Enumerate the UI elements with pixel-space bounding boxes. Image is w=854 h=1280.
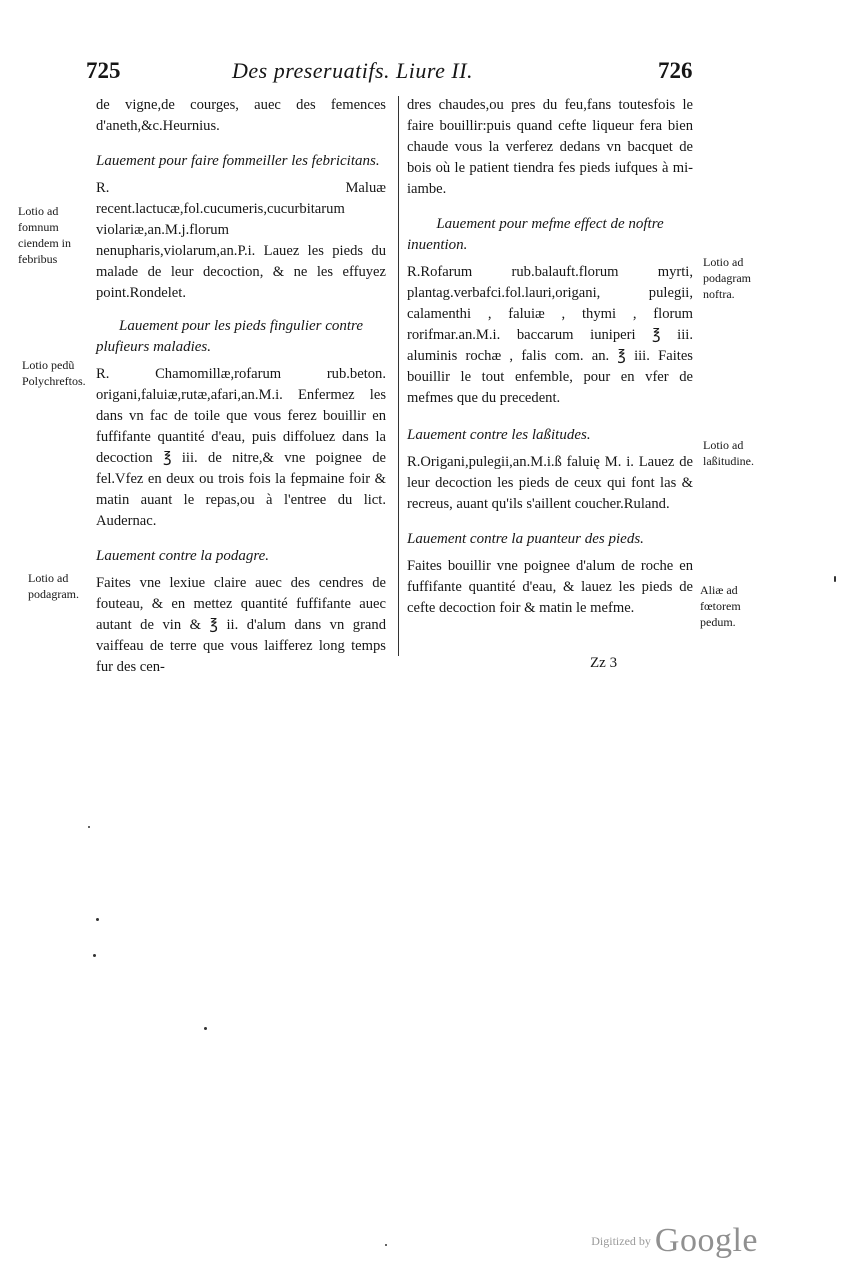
section-title: Lauement pour les pieds fingulier contre plufieurs maladies. xyxy=(96,318,363,355)
right-page-number: 726 xyxy=(658,58,693,83)
right-column xyxy=(407,95,693,619)
scan-speck xyxy=(204,1027,207,1030)
section-title: Lauement pour mefme effect de noftre inuention. xyxy=(407,216,664,253)
section-text: R. Maluæ recent.lactucæ,fol.cucumeris,cucurbitarum violariæ,an.M.j.florum nenupharis,violarum,an.P.i. Lauez les pieds du malade de leur decoction, & ne les effuyez point.Rondelet. xyxy=(96,180,386,301)
scan-speck xyxy=(88,826,90,828)
left-page-number: 725 xyxy=(86,58,121,83)
scan-speck xyxy=(93,954,96,957)
section-title: Lauement contre la podagre. xyxy=(96,548,270,564)
margin-note: Aliæ ad fœtorem pedum. xyxy=(700,583,741,629)
section-text: Faites vne lexiue claire auec des cendres de fouteau, & en mettez quantité fuffifante auec autant de vin & ℥ ii. d'alum dans vn grand vaiffeau de terre que vous laifferez long temps fur des cen- xyxy=(96,575,386,675)
margin-note: Lotio ad laßitudine. xyxy=(703,438,754,468)
margin-note: Lotio pedũ Polychreftos. xyxy=(22,358,86,388)
scan-speck xyxy=(96,918,99,921)
right-intro: dres chaudes,ou pres du feu,fans toutesfois le faire bouillir:puis quand cefte liqueur fera bien chaude vous la verferez dedans vn bacquet de bois où le patient tiendra fes pieds iufques à mi-iambe. xyxy=(407,97,693,197)
margin-note: Lotio ad fomnum ciendem in febribus xyxy=(18,204,71,266)
margin-note: Lotio ad podagram noftra. xyxy=(703,255,751,301)
column-rule xyxy=(398,96,399,656)
left-column xyxy=(96,95,386,678)
margin-note: Lotio ad podagram. xyxy=(28,571,79,601)
section-text: R.Rofarum rub.balauft.florum myrti, plantag.verbafci.fol.lauri,origani, pulegii, calamenthi , faluiæ , thymi , florum rorifmar.an.M.i. baccarum iuniperi ℥ iii. aluminis rochæ , falis com. an. ℥ iii. Faites bouillir le tout enfemble, pour en vfer de mefmes que du precedent. xyxy=(407,264,693,406)
running-title: Des preseruatifs. Liure II. xyxy=(232,58,474,83)
section-title: Lauement contre la puanteur des pieds. xyxy=(407,531,644,547)
section-title: Lauement contre les laßitudes. xyxy=(407,427,591,443)
scan-speck xyxy=(385,1244,387,1246)
left-intro: de vigne,de courges, auec des femences d'aneth,&c.Heurnius. xyxy=(96,97,386,134)
section-text: R. Chamomillæ,rofarum rub.beton. origani,faluiæ,rutæ,afari,an.M.i. Enfermez les dans vn fac de toile que vous ferez bouillir en fuffifante quantité d'eau, puis diffoluez dans la decoction ℥ iii. de nitre,& vne poignee de fel.Vfez en deux ou trois fois la fepmaine foir & matin auant le repas,ou à l'entree du lict. Audernac. xyxy=(96,366,386,529)
signature-mark: Zz 3 xyxy=(590,655,618,671)
watermark-prefix: Digitized by xyxy=(591,1233,651,1248)
section-text: Faites bouillir vne poignee d'alum de roche en fuffifante quantité d'eau, & lauez les pieds de cefte decoction foir & matin le mefme. xyxy=(407,558,693,616)
google-watermark xyxy=(591,1222,758,1260)
scan-speck xyxy=(834,576,836,582)
google-logo: Google xyxy=(654,1222,758,1259)
section-title: Lauement pour faire fommeiller les febricitans. xyxy=(96,153,380,169)
section-text: R.Origani,pulegii,an.M.i.ß faluię M. i. Lauez de leur decoction les pieds de ceux qui font las & recreus, auant qu'ils s'aillent coucher.Ruland. xyxy=(407,454,693,512)
